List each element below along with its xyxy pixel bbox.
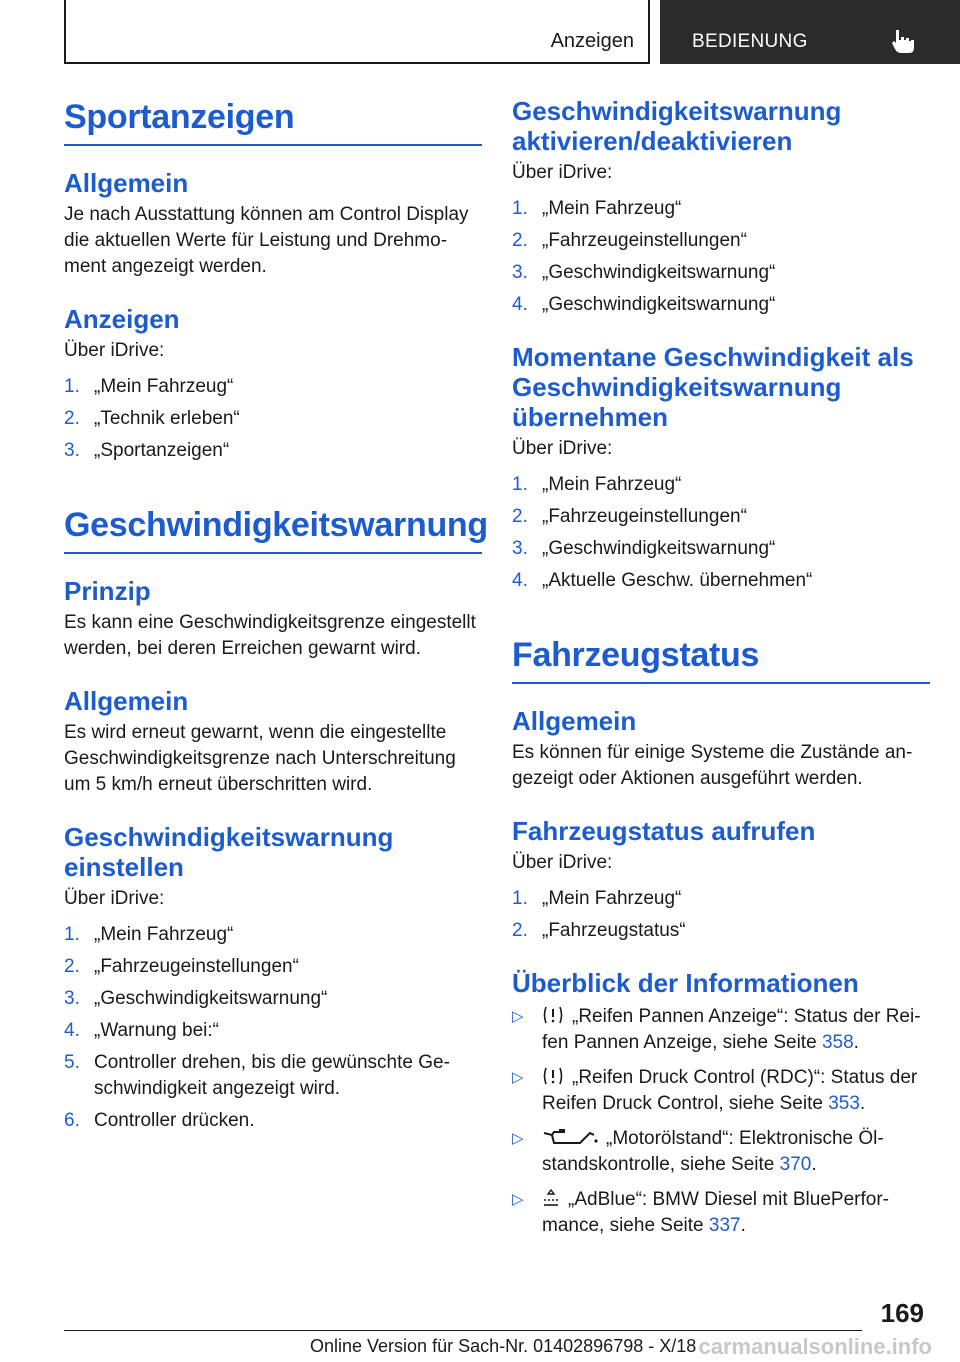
- section-tab: [64, 0, 650, 64]
- heading-anzeigen: Anzeigen: [64, 304, 180, 334]
- step-list: [64, 922, 482, 1134]
- tire-warning-icon: [542, 1066, 564, 1086]
- list-item: 4. „Geschwindigkeitswarnung“: [512, 294, 776, 315]
- chapter-tab: [660, 0, 960, 64]
- paragraph: Über iDrive:: [512, 438, 613, 459]
- tire-warning-icon: [542, 1005, 564, 1025]
- list-item: 2. „Fahrzeugeinstellungen“: [64, 956, 299, 977]
- list-item: 5. Controller drehen, bis die gewünschte Ge-schwindigkeit angezeigt wird.: [64, 1052, 450, 1099]
- list-item: 3. „Geschwindigkeitswarnung“: [512, 538, 776, 559]
- list-item: 2. „Technik erleben“: [64, 408, 240, 429]
- paragraph: Es wird erneut gewarnt, wenn die eingestellte Geschwindigkeitsgrenze nach Unterschreitung um 5 km/h erneut überschritten wird.: [64, 722, 456, 795]
- list-item: 2. „Fahrzeugeinstellungen“: [512, 506, 747, 527]
- heading-allgemein: Allgemein: [64, 686, 189, 716]
- list-item: 3. „Geschwindigkeitswarnung“: [512, 262, 776, 283]
- paragraph: Über iDrive:: [512, 852, 613, 873]
- heading-allgemein: Allgemein: [512, 706, 637, 736]
- info-list: [512, 1004, 930, 1239]
- adblue-icon: [542, 1188, 560, 1208]
- paragraph: Über iDrive:: [512, 162, 613, 183]
- paragraph: Je nach Ausstattung können am Control Display die aktuellen Werte für Leistung und Drehmo-ment angezeigt werden.: [64, 204, 469, 277]
- step-list: [64, 374, 482, 464]
- heading-ueberblick: Überblick der Informationen: [512, 968, 859, 998]
- list-item: 2. „Fahrzeugeinstellungen“: [512, 230, 747, 251]
- chapter-label: BEDIENUNG: [692, 31, 808, 52]
- heading-aktivieren: Geschwindigkeitswarnung aktivieren/deaktivieren: [512, 96, 842, 156]
- list-item: 1. „Mein Fahrzeug“: [512, 888, 682, 909]
- heading-einstellen: Geschwindigkeitswarnung einstellen: [64, 822, 394, 882]
- right-column: [512, 96, 930, 1248]
- paragraph: Es kann eine Geschwindigkeitsgrenze eingestellt werden, bei deren Erreichen gewarnt wird.: [64, 612, 476, 659]
- paragraph: Über iDrive:: [64, 340, 165, 361]
- step-list: [512, 472, 930, 594]
- list-item: 6. Controller drücken.: [64, 1110, 255, 1131]
- heading-geschwindigkeitswarnung: Geschwindigkeitswarnung: [64, 504, 482, 554]
- list-item: 1. „Mein Fahrzeug“: [512, 474, 682, 495]
- page-number: 169: [880, 1298, 924, 1328]
- list-item: 4. „Aktuelle Geschw. übernehmen“: [512, 570, 813, 591]
- heading-aufrufen: Fahrzeugstatus aufrufen: [512, 816, 816, 846]
- list-item: 4. „Warnung bei:“: [64, 1020, 219, 1041]
- heading-sportanzeigen: Sportanzeigen: [64, 96, 482, 146]
- list-item: 3. „Geschwindigkeitswarnung“: [64, 988, 328, 1009]
- list-item: ▷ „AdBlue“: BMW Diesel mit BluePerfor-mance, siehe Seite 337.: [512, 1189, 889, 1236]
- pointing-hand-icon: [888, 26, 918, 56]
- list-item: ▷ „Reifen Druck Control (RDC)“: Status der Reifen Druck Control, siehe Seite 353.: [512, 1067, 918, 1114]
- page-link[interactable]: 337: [708, 1215, 741, 1236]
- list-item: 1. „Mein Fahrzeug“: [64, 924, 234, 945]
- list-item: 1. „Mein Fahrzeug“: [512, 198, 682, 219]
- paragraph: Über iDrive:: [64, 888, 165, 909]
- heading-fahrzeugstatus: Fahrzeugstatus: [512, 634, 930, 684]
- list-item: ▷ „Motorölstand“: Elektronische Öl-standskontrolle, siehe Seite 370.: [512, 1128, 884, 1175]
- list-item: 1. „Mein Fahrzeug“: [64, 376, 234, 397]
- page-link[interactable]: 353: [828, 1093, 860, 1114]
- list-item: 2. „Fahrzeugstatus“: [512, 920, 686, 941]
- list-item: 3. „Sportanzeigen“: [64, 440, 230, 461]
- left-column: [64, 96, 488, 1140]
- heading-allgemein: Allgemein: [64, 168, 189, 198]
- section-label: Anzeigen: [550, 30, 634, 52]
- page-link[interactable]: 370: [779, 1154, 812, 1175]
- list-item: ▷ „Reifen Pannen Anzeige“: Status der Rei-fen Pannen Anzeige, siehe Seite 358.: [512, 1006, 921, 1053]
- heading-prinzip: Prinzip: [64, 576, 151, 606]
- heading-momentane: Momentane Geschwindigkeit als Geschwindigkeitswarnung übernehmen: [512, 342, 914, 432]
- footer-divider: [64, 1330, 862, 1331]
- oil-can-icon: [542, 1127, 598, 1147]
- paragraph: Es können für einige Systeme die Zustände an-gezeigt oder Aktionen ausgeführt werden.: [512, 742, 913, 789]
- step-list: [512, 886, 930, 944]
- watermark: carmanualsonline.info: [698, 1334, 932, 1359]
- footer-text: Online Version für Sach-Nr. 01402896798 - X/18: [310, 1336, 697, 1356]
- page-header: [64, 0, 960, 64]
- page-link[interactable]: 358: [821, 1032, 854, 1053]
- step-list: [512, 196, 930, 318]
